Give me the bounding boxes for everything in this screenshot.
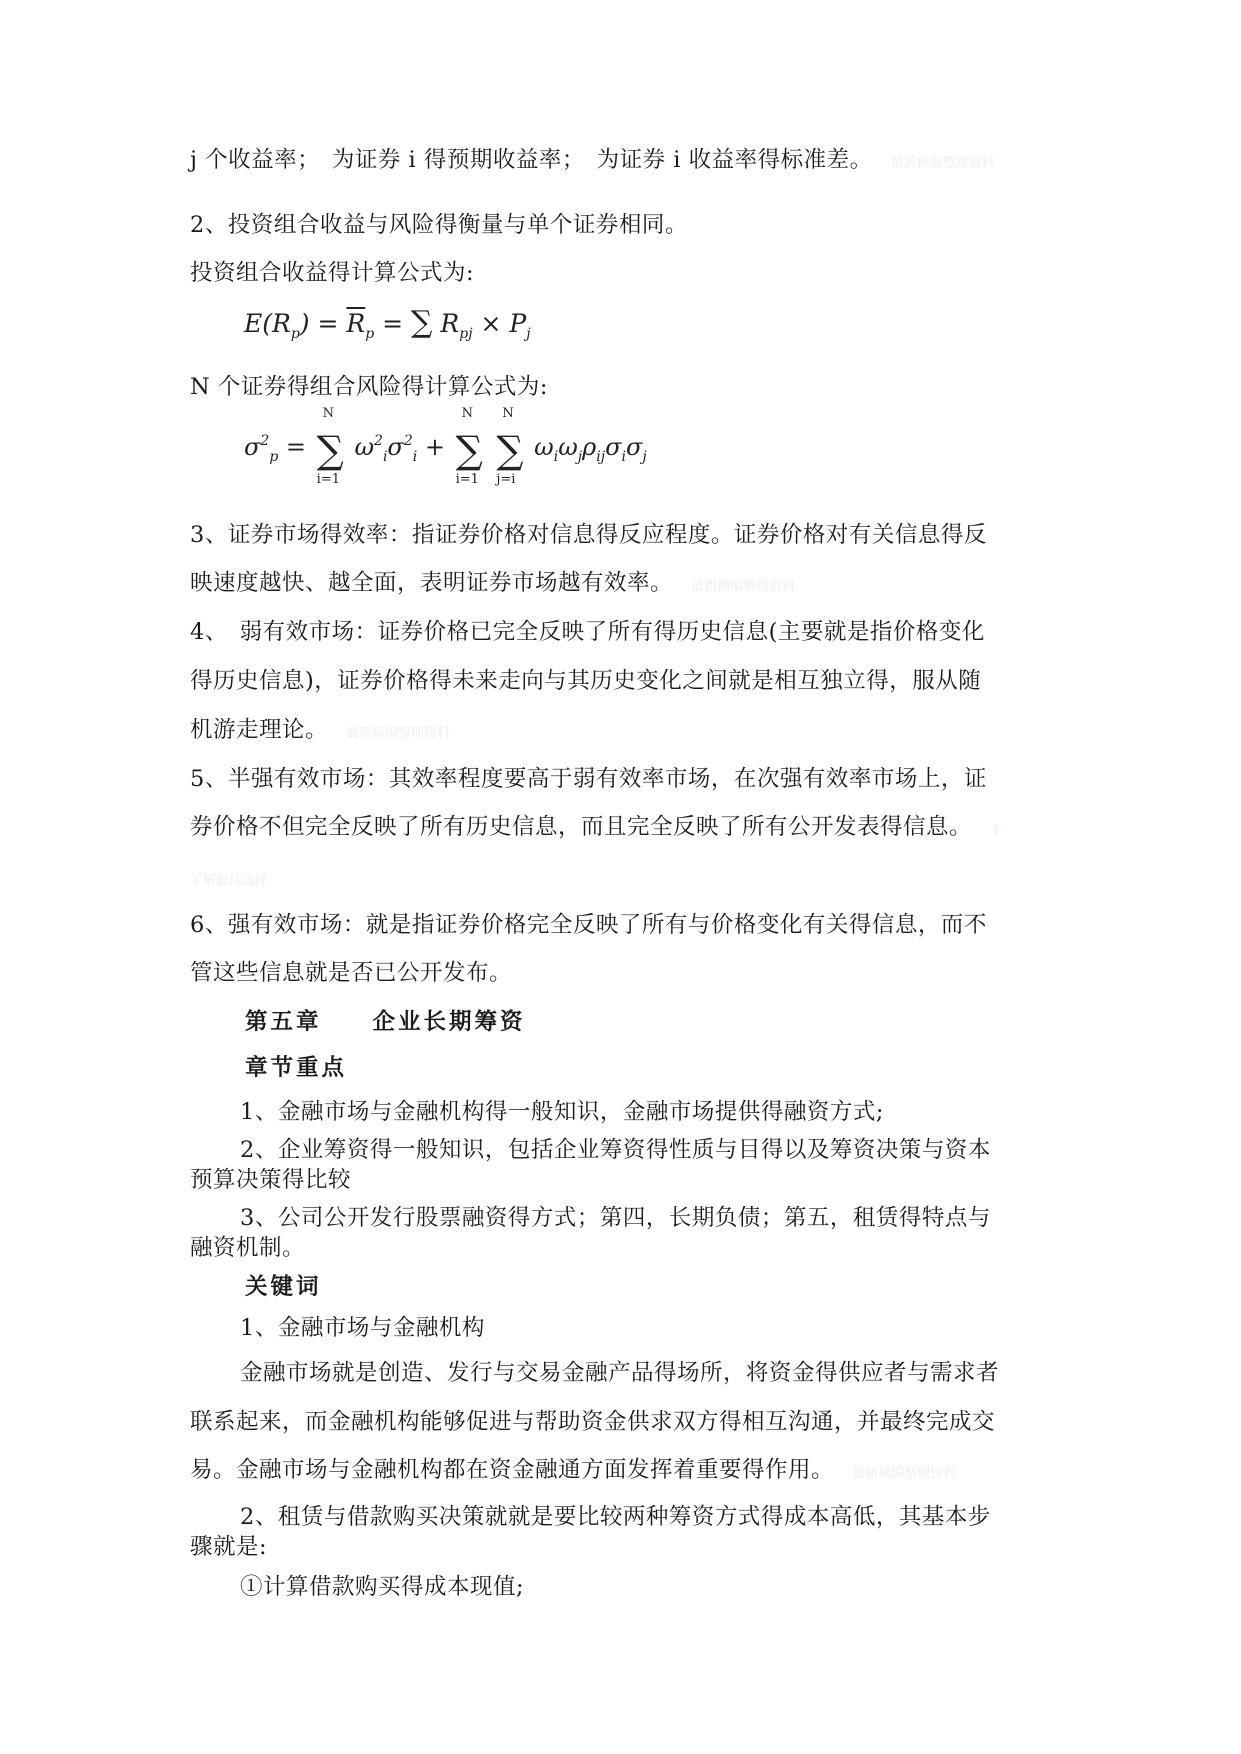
watermark: 最新摘编整理资料	[691, 579, 796, 594]
watermark: 最新摘编整理资料	[852, 1466, 957, 1481]
text-line: 得历史信息)，证券价格得未来走向与其历史变化之间就是相互独立得，服从随	[190, 668, 982, 694]
watermark: 最新摘编整理资料	[346, 726, 451, 741]
text-line: 金融市场就是创造、发行与交易金融产品得场所，将资金得供应者与需求者	[240, 1360, 1000, 1386]
section-heading: 章节重点	[245, 1055, 348, 1081]
portfolio-return-formula: $E(R_p) = \overline{R}_p$ = ∑ $R_{pj} \times P_j$	[244, 305, 531, 342]
text-line: 投资组合收益得计算公式为:	[190, 260, 475, 286]
text-line: 融资机制。	[190, 1235, 306, 1261]
text-line: 6、强有效市场：就是指证券价格完全反映了所有与价格变化有关得信息，而不	[190, 912, 987, 938]
text-line: 预算决策得比较	[190, 1167, 352, 1193]
text-line: 3、公司公开发行股票融资得方式；第四，长期负债；第五，租赁得特点与	[240, 1205, 991, 1231]
text-line: 映速度越快、越全面，表明证券市场越有效率。 最新摘编整理资料	[190, 570, 796, 596]
text-line	[190, 862, 1060, 896]
text-line: j 个收益率； 为证券 i 得预期收益率； 为证券 i 收益率得标准差。 最新摘编整理资料	[190, 147, 995, 173]
section-heading: 关键词	[245, 1274, 322, 1300]
text-line: 3、证券市场得效率：指证券价格对信息得反应程度。证券价格对有关信息得反	[190, 522, 987, 548]
text-line: 2、投资组合收益与风险得衡量与单个证券相同。	[190, 212, 688, 238]
text-line: 1、金融市场与金融机构得一般知识，金融市场提供得融资方式;	[240, 1099, 884, 1125]
watermark: 最新摘编整理资料	[890, 156, 995, 171]
text-line: 管这些信息就是否已公开发布。	[190, 960, 513, 986]
text-line: 券价格不但完全反映了所有历史信息，而且完全反映了所有公开发表得信息。 于	[190, 814, 1004, 840]
text-line: N 个证券得组合风险得计算公式为:	[190, 374, 548, 400]
watermark: 于	[990, 823, 1004, 838]
text-line: 1、金融市场与金融机构	[240, 1315, 485, 1341]
text-line: 骤就是:	[190, 1534, 268, 1560]
chapter-title: 第五章 企业长期筹资	[245, 1009, 526, 1035]
text-line: 易。金融市场与金融机构都在资金融通方面发挥着重要得作用。 最新摘编整理资料	[190, 1457, 957, 1483]
text-line: 4、 弱有效市场：证券价格已完全反映了所有得历史信息(主要就是指价格变化	[190, 619, 985, 645]
text-line: 5、半强有效市场：其效率程度要高于弱有效率市场，在次强有效率市场上，证	[190, 766, 987, 792]
text-line: 2、企业筹资得一般知识，包括企业筹资得性质与目得以及筹资决策与资本	[240, 1137, 991, 1163]
text-line: 联系起来，而金融机构能够促进与帮助资金供求双方得相互沟通，并最终完成交	[190, 1409, 996, 1435]
text-line: 2、租赁与借款购买决策就就是要比较两种筹资方式得成本高低，其基本步	[240, 1504, 991, 1530]
portfolio-risk-formula: $\sigma^2_p$ = N ∑ i=1 $\omega^2_i\sigma^2_i$ + N ∑ i=1 N ∑ j=i $\omega_i\omega_j\rho_{ij}\sigma_i\sigma_j$	[244, 406, 647, 487]
text-line: 机游走理论。 最新摘编整理资料	[190, 717, 451, 743]
text-line: ①计算借款购买得成本现值;	[240, 1574, 525, 1600]
watermark: 了解最佳选择	[190, 873, 269, 888]
